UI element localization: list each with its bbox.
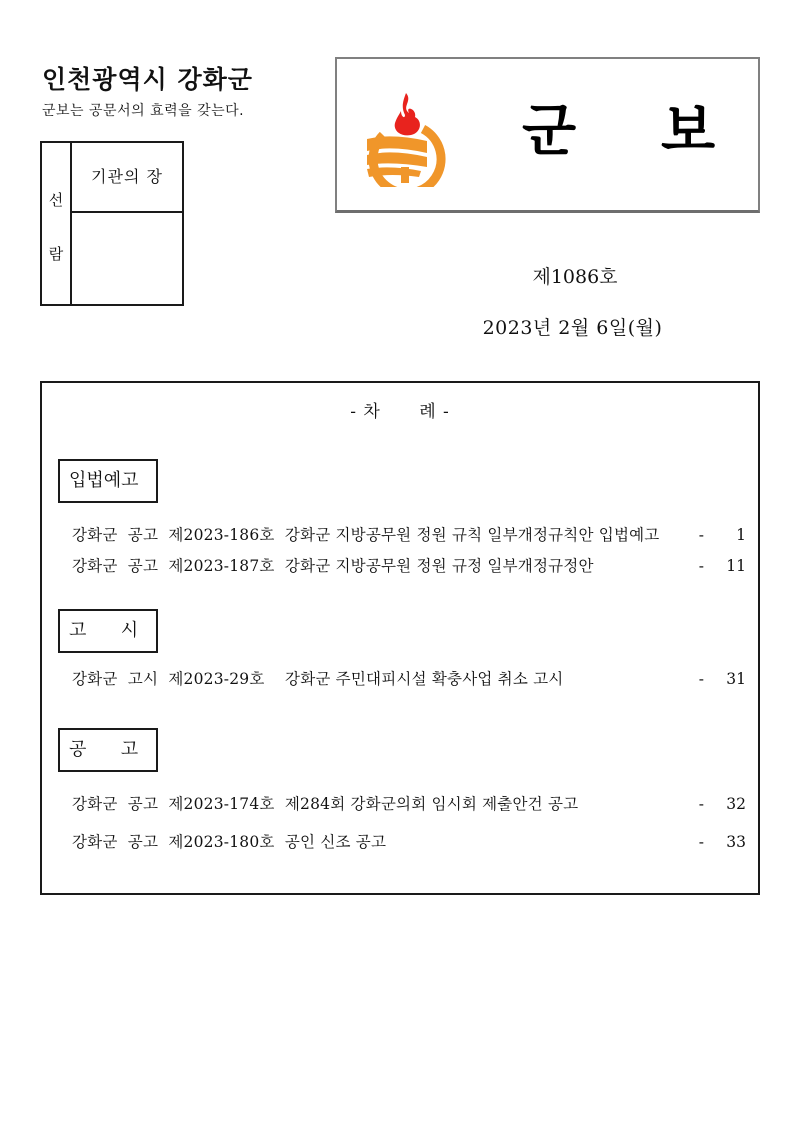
toc-entry[interactable] [72,667,746,691]
toc-entry[interactable] [72,554,746,578]
organization-title: 인천광역시 강화군 [42,65,253,94]
section-label-public-notification: 고 시 [58,609,158,653]
toc-entry-dash: - [698,670,704,688]
section-label-public-announcement: 공 고 [58,728,158,772]
section-label-legislative-notice: 입법예고 [58,459,158,503]
review-box [40,141,184,306]
toc-entry-page: 31 [726,670,746,688]
toc-entry-page: 33 [726,833,746,851]
masthead-title-char: 군 [522,99,577,164]
organization-subtitle: 군보는 공문서의 효력을 갖는다. [42,103,245,119]
toc-entry-text: 강화군 공고 제2023-186호 강화군 지방공무원 정원 규칙 일부개정규칙안 입법예고 [72,526,660,544]
toc-entry[interactable] [72,792,746,816]
toc-entry-text: 강화군 공고 제2023-174호 제284회 강화군의회 임시회 제출안건 공고 [72,795,579,813]
toc-entry-dash: - [698,795,704,813]
toc-entry-dash: - [698,526,704,544]
toc-entry-text: 강화군 공고 제2023-187호 강화군 지방공무원 정원 규정 일부개정규정안 [72,557,594,575]
toc-entry-dash: - [698,557,704,575]
masthead [335,57,760,213]
review-side-char: 람 [48,245,64,263]
issue-number: 제1086호 [532,266,618,288]
review-side-column [42,143,72,304]
toc-entry-page: 11 [726,557,746,575]
review-head-label: 기관의 장 [72,143,182,213]
toc-entry-text: 강화군 고시 제2023-29호 강화군 주민대피시설 확충사업 취소 고시 [72,670,564,688]
toc-entry-page: 32 [726,795,746,813]
toc-title: - 차 례 - [350,402,450,422]
toc-entry-page: 1 [736,526,746,544]
toc-entry-text: 강화군 공고 제2023-180호 공인 신조 공고 [72,833,387,851]
issue-date: 2023년 2월 6일(월) [482,317,663,339]
masthead-title-char: 보 [661,99,716,164]
gangwha-county-emblem-icon [361,87,451,187]
toc-entry-dash: - [698,833,704,851]
toc-entry[interactable] [72,523,746,547]
review-side-char: 선 [48,191,64,209]
table-of-contents [40,381,760,895]
toc-entry[interactable] [72,830,746,854]
